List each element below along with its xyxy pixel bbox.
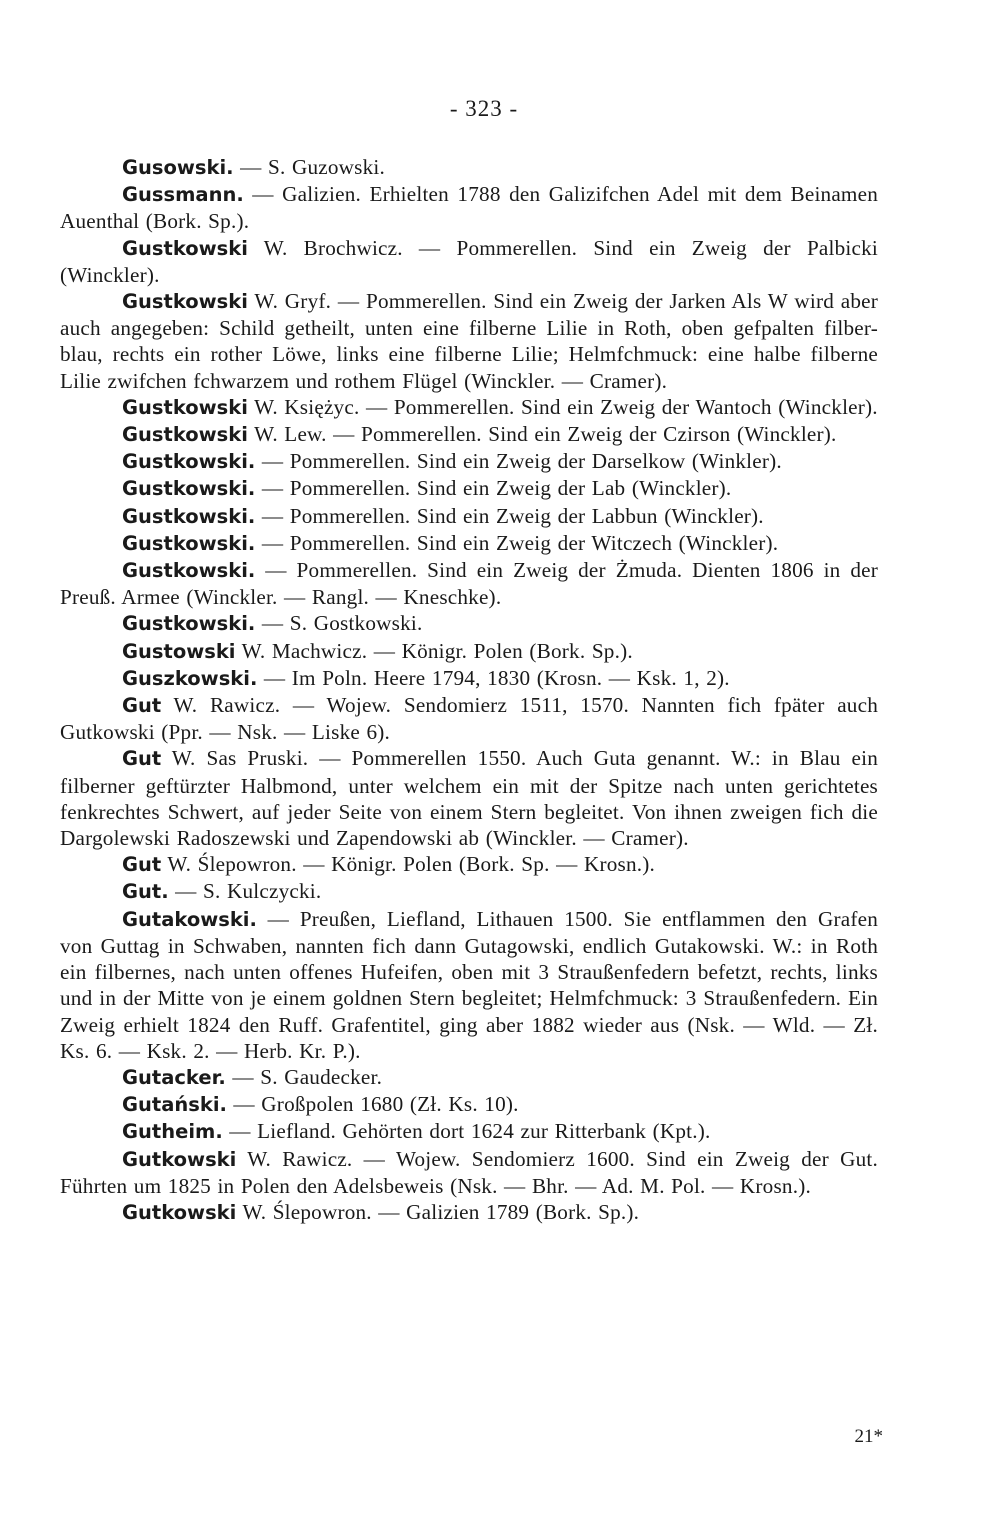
entry bbox=[60, 181, 878, 234]
entry-text: W. Gryf. — Pommerellen. Sind ein Zweig der Jarken Als W wird aber auch angegeben: Schild getheilt, unten eine filberne Lilie in Roth, oben gefpalten filber-blau, rechts ein rother Löwe, links eine filberne Lilie; Helmfchmuck: eine halbe filberne Lilie zwifchen fchwarzem und rothem Flügel (Winckler. — Cramer). bbox=[60, 289, 878, 393]
entry-text: — Pommerellen. Sind ein Zweig der Darselkow (Winkler). bbox=[261, 449, 782, 474]
entry bbox=[60, 530, 878, 557]
sheet-signature: 21* bbox=[854, 1426, 883, 1447]
entry bbox=[60, 878, 878, 905]
entry-headword: Gustowski bbox=[122, 639, 236, 663]
entry-headword: Gutkowski bbox=[122, 1200, 237, 1224]
entry bbox=[60, 557, 878, 610]
entry-headword: Gutański. bbox=[122, 1093, 227, 1117]
entry-text: W. Machwicz. — Königr. Polen (Bork. Sp.). bbox=[241, 638, 633, 663]
entry bbox=[60, 665, 878, 692]
entry-text: — Galizien. Erhielten 1788 den Galizifchen Adel mit dem Beinamen Auenthal (Bork. Sp.). bbox=[60, 182, 879, 234]
entry bbox=[60, 1118, 878, 1145]
entry bbox=[60, 475, 878, 502]
entry-text: W. Sas Pruski. — Pommerellen 1550. Auch Guta genannt. W.: in Blau ein filberner geftürzter Halbmond, unter welchem ein mit der Spitze nach unten gerichtetes fenkrechtes Schwert, auf jeder Seite von einem Stern begleitet. Von ihnen zweigen fich die Dargolewski Radoszewski und Zapendowski ab (Winckler. — Cramer). bbox=[60, 746, 878, 851]
entry-headword: Gutheim. bbox=[122, 1120, 223, 1144]
entry bbox=[60, 851, 878, 878]
entry bbox=[60, 745, 878, 851]
entry-text: — Pommerellen. Sind ein Zweig der Labbun (Winckler). bbox=[261, 503, 764, 528]
entry bbox=[60, 421, 878, 448]
entry bbox=[60, 1199, 878, 1226]
entry-text: W. Ślepowron. — Galizien 1789 (Bork. Sp.). bbox=[242, 1199, 640, 1224]
entry-headword: Gussmann. bbox=[122, 183, 244, 207]
entry bbox=[60, 235, 878, 288]
entry bbox=[60, 1146, 878, 1199]
entry bbox=[60, 394, 878, 421]
entry-headword: Gustkowski bbox=[122, 423, 248, 447]
entry bbox=[60, 154, 878, 181]
entry-headword: Gut bbox=[122, 853, 162, 877]
entry bbox=[60, 1091, 878, 1118]
entry-headword: Gustkowski. bbox=[122, 559, 256, 583]
page-number: - 323 - bbox=[449, 96, 519, 121]
entry-headword: Gustkowski. bbox=[122, 477, 256, 501]
entry bbox=[60, 448, 878, 475]
entry-headword: Gut bbox=[122, 694, 162, 718]
entry-text: — S. Gaudecker. bbox=[232, 1064, 383, 1089]
entry-list bbox=[60, 154, 878, 1226]
entry-headword: Gut bbox=[122, 747, 162, 771]
entry-headword: Guszkowski. bbox=[122, 666, 258, 690]
entry-headword: Gutkowski bbox=[122, 1147, 237, 1171]
entry bbox=[60, 503, 878, 530]
entry bbox=[60, 288, 878, 394]
entry-headword: Gustkowski bbox=[122, 236, 248, 260]
entry-text: W. Rawicz. — Wojew. Sendomierz 1600. Sind ein Zweig der Gut. Führten um 1825 in Polen den Adelsbeweis (Nsk. — Bhr. — Ad. M. Pol. — Krosn.). bbox=[60, 1146, 878, 1198]
entry-text: — Großpolen 1680 (Zł. Ks. 10). bbox=[233, 1092, 519, 1117]
entry-text: — S. Guzowski. bbox=[240, 155, 385, 179]
entry-headword: Gutakowski. bbox=[122, 907, 257, 931]
entry-headword: Gustkowski bbox=[122, 395, 248, 419]
entry-headword: Gustkowski. bbox=[122, 531, 256, 555]
entry-headword: Gustkowski. bbox=[122, 450, 256, 474]
entry bbox=[60, 638, 878, 665]
entry-text: W. Księżyc. — Pommerellen. Sind ein Zweig der Wantoch (Winckler). bbox=[254, 394, 878, 419]
entry-text: — Preußen, Liefland, Lithauen 1500. Sie entflammen den Grafen von Guttag in Schwaben, nannten fich dann Gutagowski, endlich Gutakowski. W.: in Roth ein filbernes, nach unten offenes Hufeifen, oben mit 3 Straußenfedern befetzt, rechts, links und in der Mitte von je einem goldnen Stern begleitet; Helmfchmuck: 3 Straußenfedern. Ein Zweig erhielt 1824 den Ruff. Grafentitel, ging aber 1882 wieder aus (Nsk. — Wld. — Zł. Ks. 6. — Ksk. 2. — Herb. Kr. P.). bbox=[60, 906, 878, 1063]
entry-headword: Gusowski. bbox=[122, 156, 234, 179]
entry-text: — S. Kulczycki. bbox=[175, 879, 322, 904]
entry-headword: Gustkowski bbox=[122, 290, 248, 314]
entry-text: W. Rawicz. — Wojew. Sendomierz 1511, 1570. Nannten fich fpäter auch Gutkowski (Ppr. — Nsk. — Liske 6). bbox=[60, 693, 879, 745]
entry bbox=[60, 692, 878, 745]
entry-text: — Pommerellen. Sind ein Zweig der Witczech (Winckler). bbox=[261, 530, 779, 555]
entry-text: W. Brochwicz. — Pommerellen. Sind ein Zweig der Palbicki (Winckler). bbox=[60, 235, 878, 287]
entry-text: — Liefland. Gehörten dort 1624 zur Ritterbank (Kpt.). bbox=[229, 1119, 711, 1144]
entry bbox=[60, 610, 878, 637]
entry-text: — Pommerellen. Sind ein Zweig der Żmuda. Dienten 1806 in der Preuß. Armee (Winckler. — Rangl. — Kneschke). bbox=[60, 558, 879, 610]
entry-headword: Gutacker. bbox=[122, 1065, 226, 1089]
entry-headword: Gustkowski. bbox=[122, 612, 256, 636]
entry-text: W. Ślepowron. — Königr. Polen (Bork. Sp. — Krosn.). bbox=[167, 852, 655, 877]
entry-text: — S. Gostkowski. bbox=[261, 611, 423, 636]
entry-text: — Im Poln. Heere 1794, 1830 (Krosn. — Ksk. 1, 2). bbox=[263, 665, 730, 690]
entry-text: W. Lew. — Pommerellen. Sind ein Zweig der Czirson (Winckler). bbox=[254, 422, 837, 447]
entry-headword: Gut. bbox=[122, 880, 169, 904]
entry-text: — Pommerellen. Sind ein Zweig der Lab (Winckler). bbox=[261, 476, 732, 501]
entry bbox=[60, 906, 878, 1064]
entry-headword: Gustkowski. bbox=[122, 504, 256, 528]
entry bbox=[60, 1064, 878, 1091]
